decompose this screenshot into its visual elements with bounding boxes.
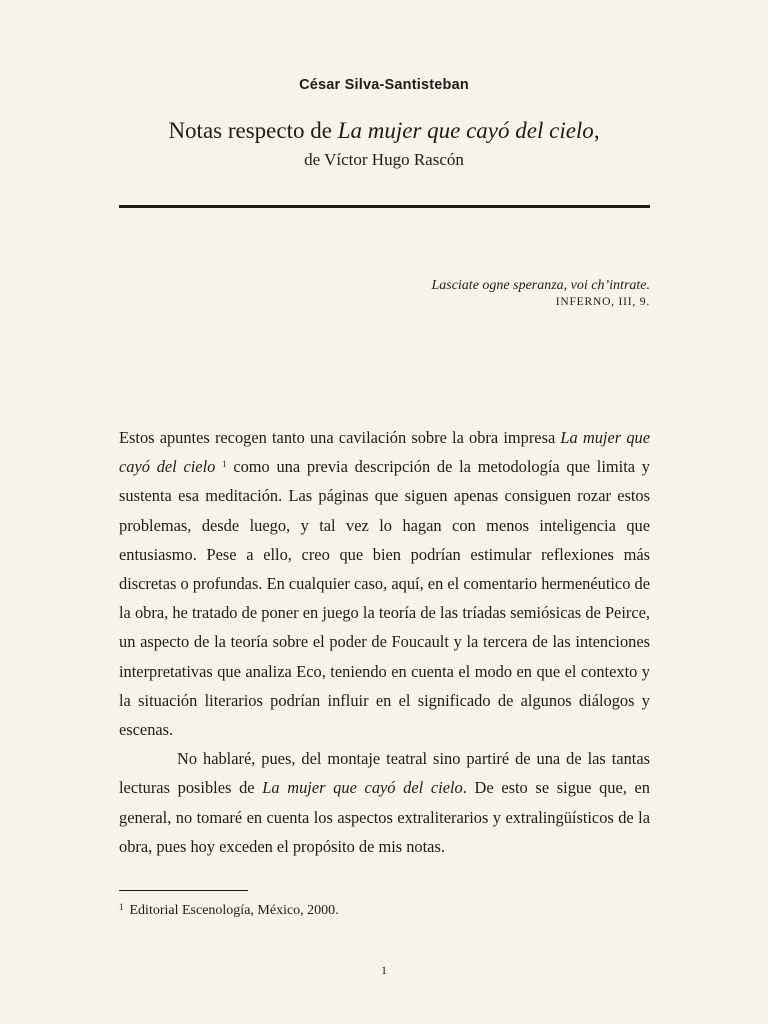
footnote	[119, 902, 339, 919]
paragraph-1-end: como una previa descripción de la metodología que limita y sustenta esa meditación. Las páginas que siguen apenas consiguen rozar estos problemas, desde luego, y tal vez lo hagan con menos inteligencia que entusiasmo. Pese a ello, creo que bien podrían estimular reflexiones más discretas o profundas. En cualquier caso, aquí, en el comentario hermenéutico de la obra, he tratado de poner en juego la teoría de las tríadas semiósicas de Peirce, un aspecto de la teoría sobre el poder de Foucault y la tercera de las intenciones interpretativas que analiza Eco, teniendo en cuenta el modo en que el contexto y la situación literarios podrían influir en el significado de algunos diálogos y escenas.	[119, 457, 650, 740]
footnote-reference: 1	[222, 459, 227, 470]
paragraph-1	[119, 423, 650, 744]
paragraph-2-work-title: La mujer que cayó del cielo	[262, 778, 463, 798]
page-number: 1	[381, 963, 387, 977]
epigraph	[431, 277, 650, 311]
epigraph-quote: Lasciate ogne speranza, voi ch’intrate.	[431, 278, 650, 293]
article-subtitle: de Víctor Hugo Rascón	[304, 150, 464, 169]
epigraph-source: INFERNO, III, 9.	[555, 296, 650, 308]
body-text	[119, 423, 650, 861]
footnote-divider	[119, 890, 248, 891]
paragraph-1-work-title: La mujer que cayó del cielo	[119, 428, 650, 477]
title-divider	[119, 205, 650, 208]
paragraph-2-end: . De esto se sigue que, en general, no tomaré en cuenta los aspectos extraliterarios y extralingüísticos de la obra, pues hoy exceden el propósito de mis notas.	[119, 778, 650, 856]
footnote-mark: 1	[119, 902, 124, 912]
paragraph-2-start: No hablaré, pues, del montaje teatral sino partiré de una de las tantas lecturas posibles de	[119, 749, 650, 798]
title-work: La mujer que cayó del cielo	[337, 118, 594, 143]
title-suffix: ,	[593, 118, 600, 143]
paragraph-2	[119, 744, 650, 861]
title-prefix: Notas respecto de	[168, 118, 338, 143]
article-title	[0, 117, 768, 145]
author-name: César Silva-Santisteban	[299, 77, 469, 93]
paragraph-1-start: Estos apuntes recogen tanto una cavilación sobre la obra impresa	[119, 428, 561, 447]
footnote-text: Editorial Escenología, México, 2000.	[129, 903, 339, 918]
